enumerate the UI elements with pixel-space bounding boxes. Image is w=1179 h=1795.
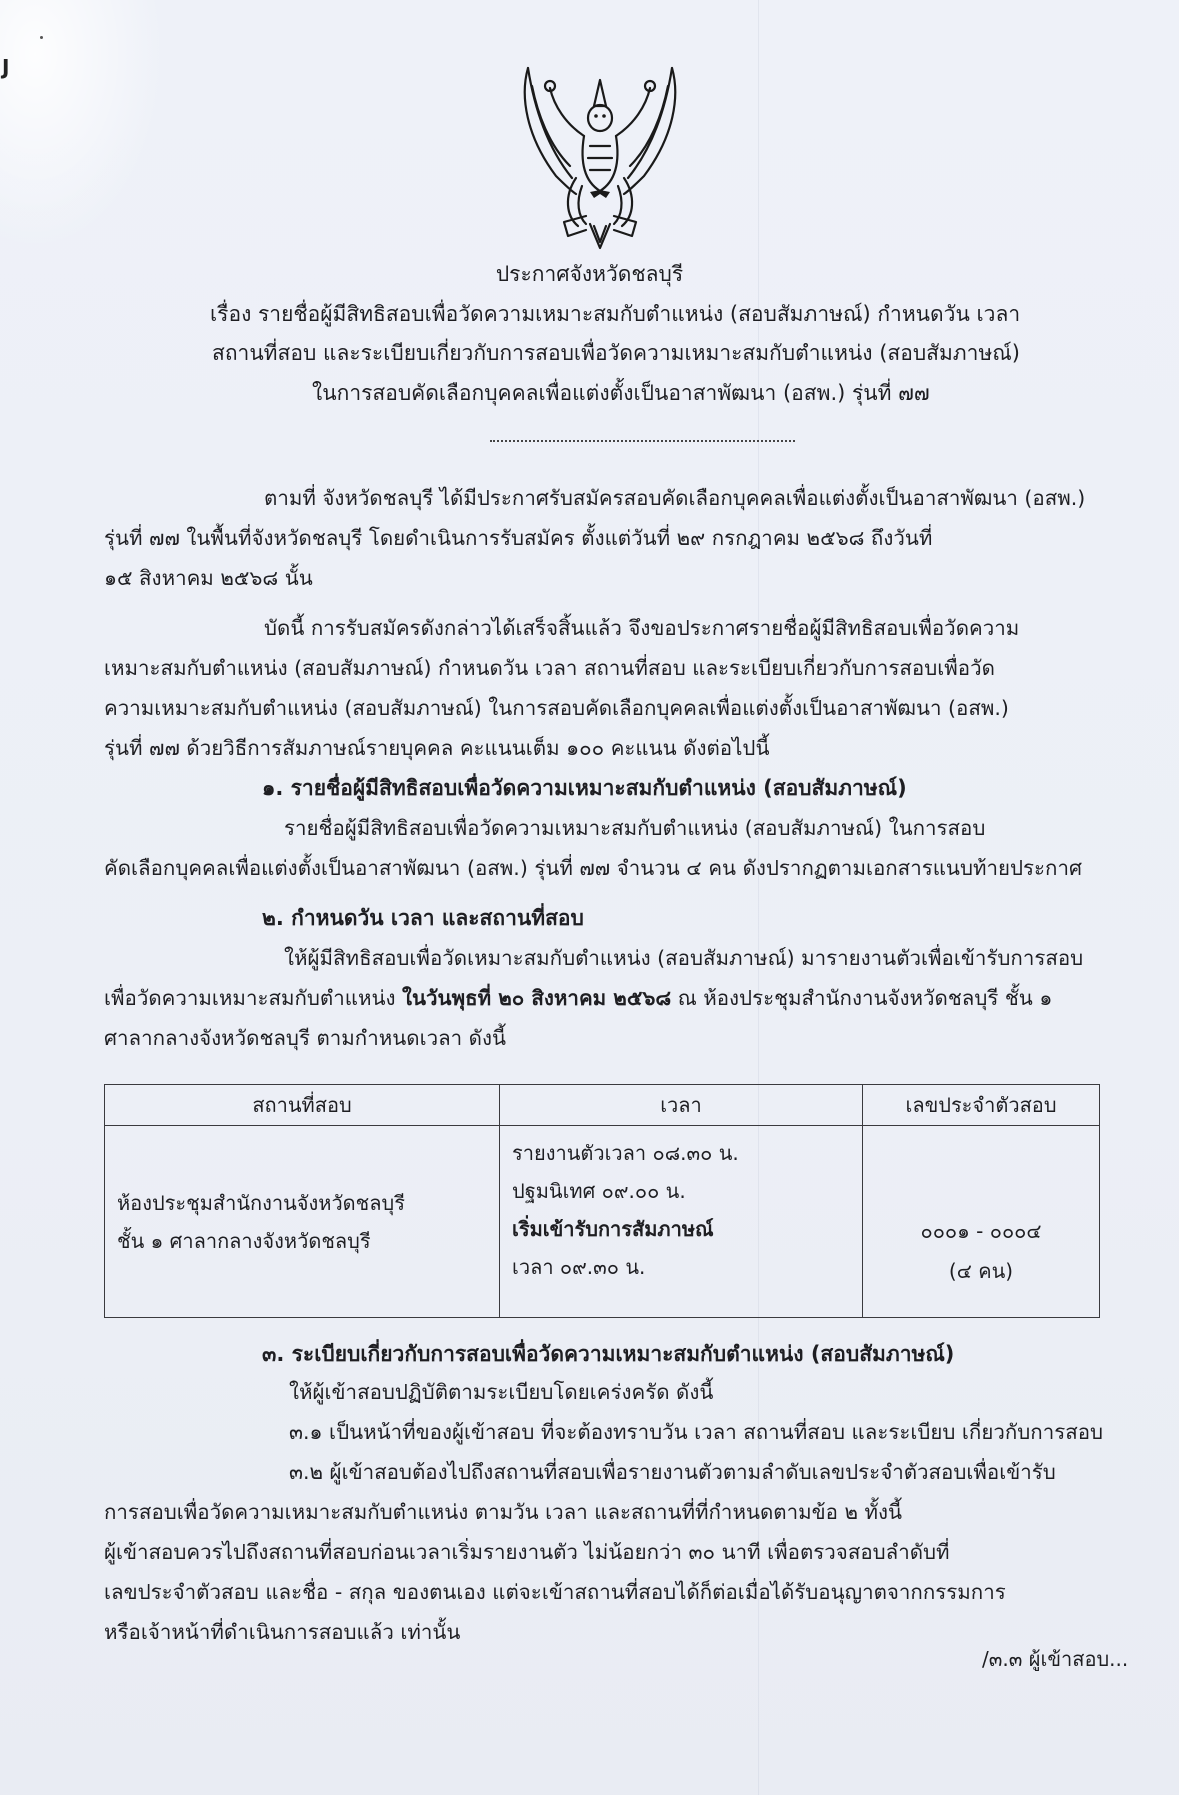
item-3-2-line: การสอบเพื่อวัดความเหมาะสมกับตำแหน่ง ตามวัน เวลา และสถานที่ที่กำหนดตามข้อ ๒ ทั้งนี้: [104, 1500, 903, 1524]
exam-schedule-table: [104, 1084, 1100, 1318]
cell-time: [500, 1126, 863, 1318]
paragraph-line: ความเหมาะสมกับตำแหน่ง (สอบสัมภาษณ์) ในการสอบคัดเลือกบุคคลเพื่อแต่งตั้งเป็นอาสาพัฒนา (อสพ.): [104, 696, 1009, 720]
cell-location: [105, 1126, 500, 1318]
garuda-emblem-icon: [520, 66, 680, 250]
location-line: ชั้น ๑ ศาลากลางจังหวัดชลบุรี: [117, 1228, 371, 1253]
id-count: (๔ คน): [948, 1259, 1014, 1283]
paragraph-line: ให้ผู้มีสิทธิสอบเพื่อวัดเหมาะสมกับตำแหน่ง (สอบสัมภาษณ์) มารายงานตัวเพื่อเข้ารับการสอบ: [284, 946, 1084, 970]
header-exam-location: สถานที่สอบ: [105, 1085, 500, 1126]
cell-exam-ids: [863, 1126, 1100, 1318]
item-3-2-line: ผู้เข้าสอบควรไปถึงสถานที่สอบก่อนเวลาเริ่มรายงานตัว ไม่น้อยกว่า ๓๐ นาที เพื่อตรวจสอบลำดับที่: [104, 1540, 950, 1564]
paragraph-line: ศาลากลางจังหวัดชลบุรี ตามกำหนดเวลา ดังนี้: [104, 1026, 507, 1050]
subject-line-1: เรื่อง รายชื่อผู้มีสิทธิสอบเพื่อวัดความเหมาะสมกับตำแหน่ง (สอบสัมภาษณ์) กำหนดวัน เวลา: [210, 302, 1021, 326]
title-separator: [490, 440, 795, 442]
section-1-heading: ๑. รายชื่อผู้มีสิทธิสอบเพื่อวัดความเหมาะสมกับตำแหน่ง (สอบสัมภาษณ์): [262, 776, 907, 800]
section-1-body: [104, 808, 1100, 888]
paragraph-line: ๑๕ สิงหาคม ๒๕๖๘ นั้น: [104, 566, 313, 590]
section-3-heading: ๓. ระเบียบเกี่ยวกับการสอบเพื่อวัดความเหมาะสมกับตำแหน่ง (สอบสัมภาษณ์): [262, 1342, 955, 1366]
paragraph-line: [104, 978, 1100, 1018]
section-3-body: [104, 1372, 1104, 1652]
announcement-paragraph: [104, 608, 1100, 768]
item-3-2-line: เลขประจำตัวสอบ และชื่อ - สกุล ของตนเอง แต่จะเข้าสถานที่สอบได้ก็ต่อเมื่อได้รับอนุญาตจากกรรมการ: [104, 1580, 1006, 1604]
item-3-1: ๓.๑ เป็นหน้าที่ของผู้เข้าสอบ ที่จะต้องทราบวัน เวลา สถานที่สอบ และระเบียบ เกี่ยวกับการสอบ: [289, 1420, 1104, 1444]
paragraph-line: รุ่นที่ ๗๗ ในพื้นที่จังหวัดชลบุรี โดยดำเนินการรับสมัคร ตั้งแต่วันที่ ๒๙ กรกฎาคม ๒๕๖๘ ถึงวันที่: [104, 526, 933, 550]
exam-date-bold: ในวันพุธที่ ๒๐ สิงหาคม ๒๕๖๘: [402, 986, 672, 1010]
table-row: [105, 1126, 1100, 1318]
time-line-bold: เริ่มเข้ารับการสัมภาษณ์: [512, 1217, 714, 1241]
section-2-body: [104, 938, 1100, 1058]
item-3-2-line: หรือเจ้าหน้าที่ดำเนินการสอบแล้ว เท่านั้น: [104, 1620, 461, 1644]
time-line: รายงานตัวเวลา ๐๘.๓๐ น.: [512, 1141, 739, 1165]
paragraph-line: คัดเลือกบุคคลเพื่อแต่งตั้งเป็นอาสาพัฒนา (อสพ.) รุ่นที่ ๗๗ จำนวน ๔ คน ดังปรากฏตามเอกสารแนบท้ายประกาศ: [104, 856, 1082, 880]
location-line: ห้องประชุมสำนักงานจังหวัดชลบุรี: [117, 1190, 405, 1215]
continued-marker: /๓.๓ ผู้เข้าสอบ...: [982, 1647, 1129, 1671]
paragraph-line: บัดนี้ การรับสมัครดังกล่าวได้เสร็จสิ้นแล้ว จึงขอประกาศรายชื่อผู้มีสิทธิสอบเพื่อวัดความ: [264, 616, 1020, 640]
subject-line-3: ในการสอบคัดเลือกบุคคลเพื่อแต่งตั้งเป็นอาสาพัฒนา (อสพ.) รุ่นที่ ๗๗: [312, 381, 930, 405]
announcement-title: ประกาศจังหวัดชลบุรี: [495, 262, 684, 286]
subject-line-2: สถานที่สอบ และระเบียบเกี่ยวกับการสอบเพื่อวัดความเหมาะสมกับตำแหน่ง (สอบสัมภาษณ์): [212, 341, 1020, 365]
line-text: ณ ห้องประชุมสำนักงานจังหวัดชลบุรี ชั้น ๑: [671, 986, 1053, 1010]
paragraph-line: ให้ผู้เข้าสอบปฏิบัติตามระเบียบโดยเคร่งครัด ดังนี้: [289, 1380, 714, 1404]
paragraph-line: รุ่นที่ ๗๗ ด้วยวิธีการสัมภาษณ์รายบุคคล คะแนนเต็ม ๑๐๐ คะแนน ดังต่อไปนี้: [104, 736, 770, 760]
paragraph-line: เหมาะสมกับตำแหน่ง (สอบสัมภาษณ์) กำหนดวัน เวลา สถานที่สอบ และระเบียบเกี่ยวกับการสอบเพื่อวัด: [104, 656, 995, 680]
paragraph-line: ตามที่ จังหวัดชลบุรี ได้มีประกาศรับสมัครสอบคัดเลือกบุคคลเพื่อแต่งตั้งเป็นอาสาพัฒนา (อสพ.): [264, 486, 1086, 510]
item-3-2-line: ๓.๒ ผู้เข้าสอบต้องไปถึงสถานที่สอบเพื่อรายงานตัวตามลำดับเลขประจำตัวสอบเพื่อเข้ารับ: [289, 1460, 1056, 1484]
section-2-heading: ๒. กำหนดวัน เวลา และสถานที่สอบ: [262, 906, 584, 930]
time-line: ปฐมนิเทศ ๐๙.๐๐ น.: [512, 1179, 686, 1203]
table-header-row: [105, 1085, 1100, 1126]
id-range: ๐๐๐๑ - ๐๐๐๔: [920, 1219, 1042, 1243]
header-exam-id: เลขประจำตัวสอบ: [863, 1085, 1100, 1126]
header-time: เวลา: [500, 1085, 863, 1126]
time-line: เวลา ๐๙.๓๐ น.: [512, 1255, 646, 1279]
line-text: เพื่อวัดความเหมาะสมกับตำแหน่ง: [104, 986, 403, 1010]
scan-speck: [40, 36, 43, 39]
corner-mark: J: [2, 55, 10, 79]
intro-paragraph: [104, 478, 1100, 598]
paragraph-line: รายชื่อผู้มีสิทธิสอบเพื่อวัดความเหมาะสมกับตำแหน่ง (สอบสัมภาษณ์) ในการสอบ: [284, 816, 986, 840]
